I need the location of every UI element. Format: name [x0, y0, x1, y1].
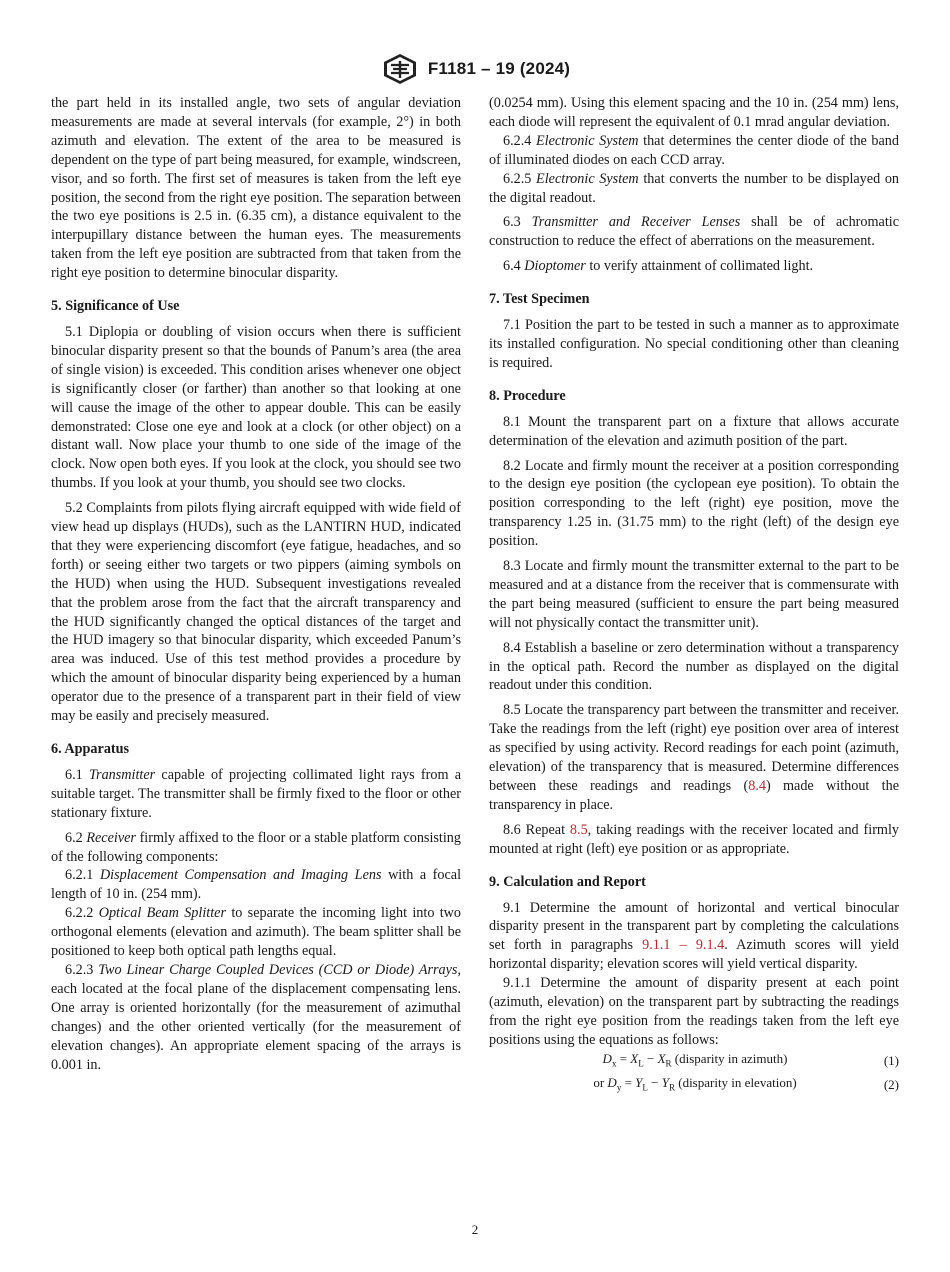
term: Optical Beam Splitter: [98, 905, 226, 922]
paragraph-5-2: 5.2 Complaints from pilots flying aircraft equipped with wide field of view head up displays (HUDs), such as the LANTIRN HUD, indicated that they were experiencing discomfort (eye fatigue, headaches, and so forth) or seeing either two targets or two pippers (aiming symbols on the HUD) when using the HUD. Subsequent investigations revealed that the problem arose from the fact that the aircraft transparency and the HUD significantly changed the optical distances of the target and the HUD imagery so that binocular disparity, which exceeded Panum’s area was induced. Use of this test method provides a procedure by which the amount of binocular disparity being experienced by a human operator due to the presence of a transparent part in their field of view may be easily and precisely measured.: [51, 500, 461, 725]
right-column: [489, 94, 899, 1098]
equation-expression: [489, 1050, 871, 1074]
paragraph-text: that converts the number to be displayed on the digital readout.: [489, 170, 900, 206]
term: Receiver: [86, 829, 136, 846]
section-8-heading: 8. Procedure: [489, 387, 566, 404]
cross-reference-link[interactable]: 8.4: [748, 778, 766, 794]
paragraph-8-5: [489, 701, 899, 814]
paragraph-text: firmly affixed to the floor or a stable platform consisting of the following components:: [51, 829, 461, 865]
paragraph-6-1: [51, 766, 461, 823]
paragraph-8-3: 8.3 Locate and firmly mount the transmitter external to the part to be measured and at a distance from the receiver that is commensurate with the part being measured (sufficient to ensure the part being measured will not physically contact the transmitter unit).: [489, 558, 899, 631]
standard-designation: F1181 – 19 (2024): [427, 59, 571, 78]
cross-reference-link[interactable]: 8.5: [569, 821, 588, 838]
subscript: y: [616, 1082, 622, 1093]
left-column: [51, 94, 461, 1074]
paragraph-8-6: [489, 821, 899, 859]
paragraph-number: 6.2.3: [65, 961, 94, 978]
paragraph-6-2: [51, 829, 461, 867]
paragraph-7-1: 7.1 Position the part to be tested in such a manner as to approximate its installed configuration. No special conditioning other than cleaning is required.: [489, 317, 899, 371]
paragraph-text: each located at the focal plane of the displacement compensating lens. One array is oriented horizontally (for the measurement of azimuthal changes) and the other oriented vertically (for the measurement of elevation changes). An appropriate element spacing of the arrays is 0.001 in.: [51, 980, 461, 1073]
paragraph-text: ) made without the transparency in place.: [489, 778, 899, 813]
equation-note: (disparity in elevation): [678, 1075, 797, 1091]
symbol: Y: [661, 1075, 669, 1091]
cross-reference-link[interactable]: 9.1.1 – 9.1.4: [642, 937, 725, 954]
paragraph-6-2-2: [51, 904, 461, 961]
equation-2: [489, 1074, 899, 1098]
symbol: Y: [635, 1075, 643, 1091]
term: Two Linear Charge Coupled Devices (CCD or Diode) Arrays,: [98, 961, 462, 978]
paragraph-number: 6.2.1: [65, 867, 94, 884]
paragraph-6-2-1: [51, 866, 461, 904]
subscript: x: [611, 1058, 617, 1069]
operator: −: [646, 1051, 655, 1067]
operator: −: [651, 1075, 659, 1091]
paragraph-number: 6.2.2: [65, 905, 94, 922]
symbol: D: [607, 1075, 617, 1091]
page-header: [0, 52, 950, 86]
paragraph-text: shall be of achromatic construction to reduce the effect of aberrations on the measurement.: [489, 214, 900, 250]
symbol: X: [630, 1051, 639, 1067]
section-9-heading: 9. Calculation and Report: [489, 873, 646, 890]
paragraph-text: 8.5 Locate the transparency part between the transmitter and receiver. Take the readings from the left (right) eye position over area of interest as specified by using activity. Record readings for each point (azimuth, elevation) of the transparency that is measured. Determine differences between these readings and readings (: [489, 702, 899, 794]
continued-paragraph: (0.0254 mm). Using this element spacing and the 10 in. (254 mm) lens, each diode will represent the equivalent of 0.1 mrad angular deviation.: [489, 95, 899, 130]
paragraph-6-2-5: [489, 170, 899, 208]
subscript: R: [665, 1058, 672, 1069]
paragraph-text: 9.1 Determine the amount of horizontal and vertical binocular disparity present in the transparent part by completing the calculations set forth in paragraphs: [489, 899, 899, 954]
symbol: D: [602, 1051, 612, 1067]
paragraph-8-2: 8.2 Locate and firmly mount the receiver at a position corresponding to the design eye position (the cyclopean eye position). To obtain the position corresponding to the left (right) eye position, move the transparency 1.25 in. (31.75 mm) to the right (left) of the design eye position.: [489, 457, 899, 550]
paragraph-number: 6.1: [65, 766, 83, 783]
paragraph-text: capable of projecting collimated light rays from a suitable target. The transmitter shall be firmly fixed to the floor or other stationary fixture.: [51, 766, 461, 821]
astm-logo-icon: [380, 52, 420, 86]
equation-note: (disparity in azimuth): [674, 1051, 788, 1067]
subscript: L: [642, 1082, 648, 1093]
paragraph-text: , taking readings with the receiver located and firmly mounted at right (left) eye position or as appropriate.: [489, 821, 900, 857]
paragraph-6-4: [489, 257, 899, 276]
symbol: X: [657, 1051, 666, 1067]
page-number: 2: [471, 1222, 479, 1237]
paragraph-text: to separate the incoming light into two orthogonal elements (elevation and azimuth). The beam splitter shall be positioned to keep both optical path lengths equal.: [51, 905, 462, 960]
paragraph-6-2-4: [489, 132, 899, 170]
term: Transmitter: [88, 766, 156, 783]
subscript: L: [638, 1058, 644, 1069]
section-7-heading: 7. Test Specimen: [489, 291, 590, 308]
subscript: R: [668, 1082, 675, 1093]
equation-number: (2): [883, 1077, 899, 1093]
term: Electronic System: [536, 170, 639, 187]
intro-paragraph: the part held in its installed angle, two sets of angular deviation measurements are made at several intervals (for example, 2°) in both azimuth and elevation. The extent of the area to be measured is dependent on the type of part being measured, for example, windscreen, visor, and so forth. The first set of measures is taken from the left eye position, the second from the right eye position. The separation between the two eye positions is 2.5 in. (6.35 cm), a distance equivalent to the interpupillary distance between the human eyes. The measurements taken from the left eye position are subtracted from that taken from the right eye position to determine binocular disparity.: [51, 95, 461, 282]
equation-number: (1): [883, 1053, 899, 1069]
equation-1: [489, 1050, 899, 1074]
paragraph-number: 6.4: [503, 258, 521, 275]
paragraph-text: to verify attainment of collimated light.: [589, 258, 814, 275]
paragraph-8-4: 8.4 Establish a baseline or zero determination without a transparency in the optical path. Record the number as displayed on the digital readout under this condition.: [489, 639, 899, 694]
term: Transmitter and Receiver Lenses: [531, 214, 741, 231]
equation-expression: [489, 1074, 871, 1098]
paragraph-text: with a focal length of 10 in. (254 mm).: [51, 867, 462, 903]
paragraph-number: 6.2.4: [503, 132, 532, 149]
operator: =: [624, 1075, 632, 1091]
paragraph-number: 6.2: [65, 829, 83, 846]
paragraph-number: 6.3: [503, 214, 521, 231]
term: Displacement Compensation and Imaging Lens: [99, 867, 382, 884]
term: Dioptomer: [524, 258, 586, 275]
paragraph-text: 8.6 Repeat: [503, 821, 570, 838]
paragraph-6-2-3: [51, 961, 461, 1074]
equation-prefix: or: [593, 1075, 605, 1091]
term: Electronic System: [535, 132, 639, 149]
paragraph-9-1-1: 9.1.1 Determine the amount of disparity present at each point (azimuth, elevation) on the transparent part by subtracting the readings from the right eye position from the readings taken from the left eye positions using the equations as follows:: [489, 975, 899, 1048]
paragraph-text: . Azimuth scores will yield horizontal disparity; elevation scores will yield vertical disparity.: [489, 937, 899, 973]
operator: =: [619, 1051, 628, 1067]
paragraph-5-1: 5.1 Diplopia or doubling of vision occurs when there is sufficient binocular disparity present so that the bounds of Panum’s area (the area of single vision) is exceeded. This condition arises whenever one object is significantly closer (or farther) than another so that looking at one will cause the image of the other to appear double. This can be easily demonstrated: Close one eye and look at a clock (or other object) on a distant wall. Now place your thumb to one side of the image of the clock. Now open both eyes. If you look at the clock, you should see two thumbs. If you look at your thumb, you should see two clocks.: [51, 323, 461, 492]
section-6-heading: 6. Apparatus: [51, 741, 130, 757]
paragraph-text: that determines the center diode of the band of illuminated diodes on each CCD array.: [489, 132, 899, 168]
paragraph-number: 6.2.5: [503, 170, 532, 187]
paragraph-6-3: [489, 213, 899, 251]
paragraph-9-1: [489, 899, 899, 975]
paragraph-8-1: 8.1 Mount the transparent part on a fixture that allows accurate determination of the elevation and azimuth position of the part.: [489, 413, 899, 449]
section-5-heading: 5. Significance of Use: [51, 298, 180, 315]
